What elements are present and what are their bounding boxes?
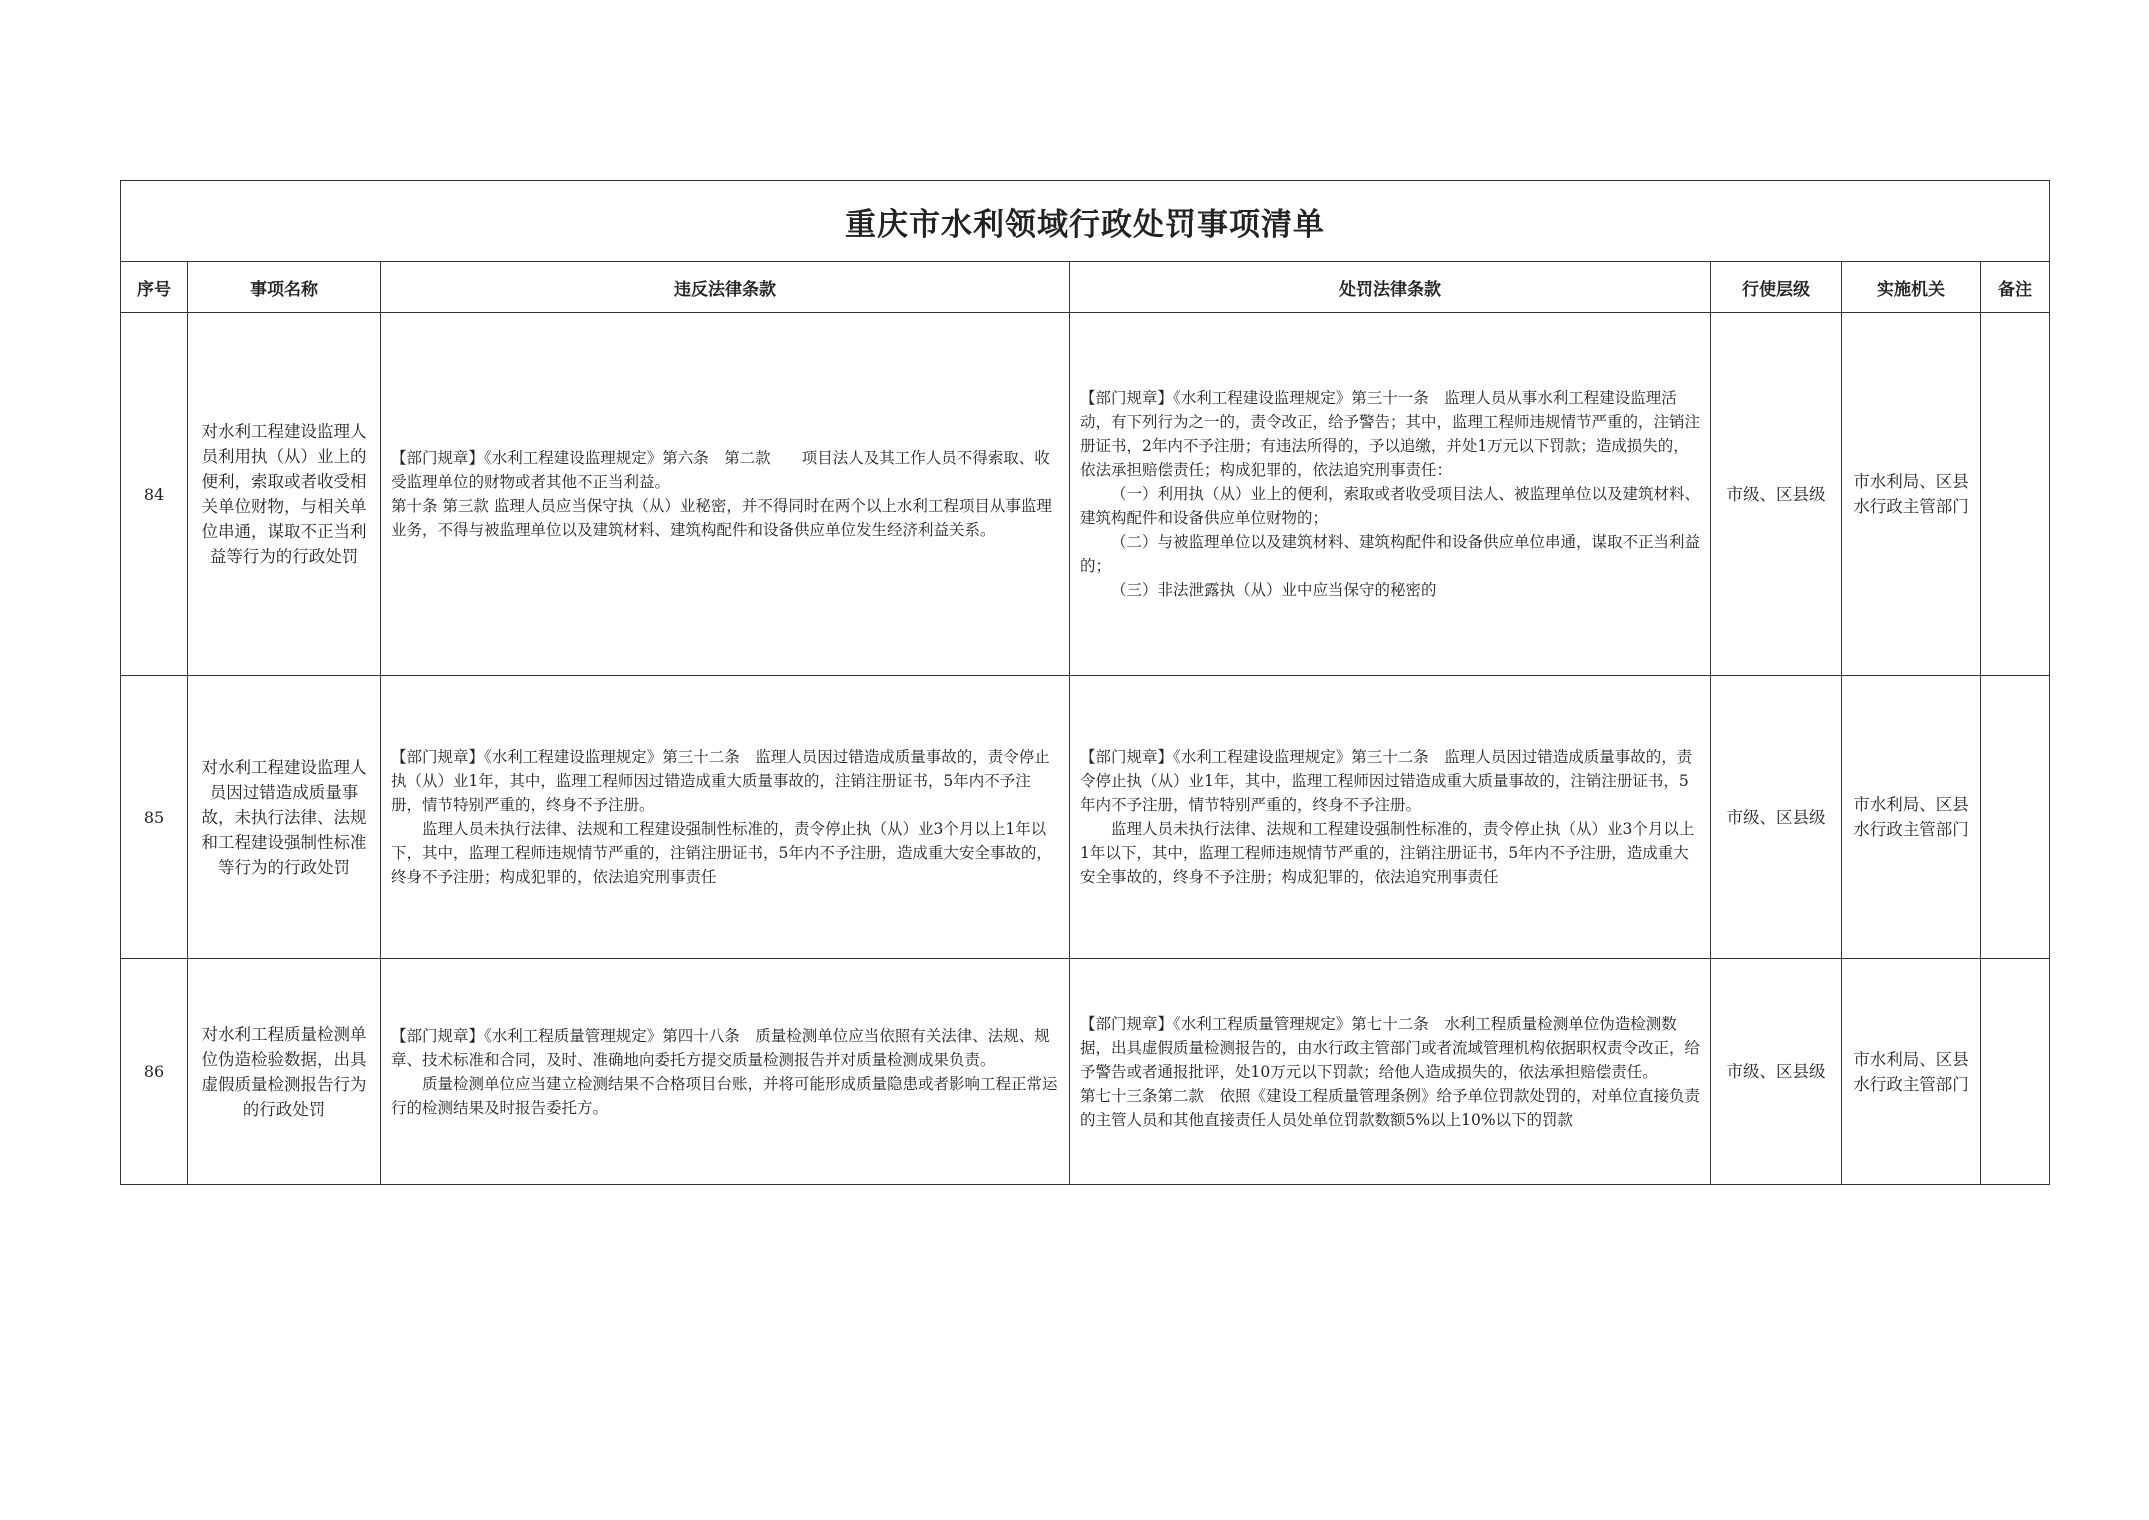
clause-paragraph: 【部门规章】《水利工程建设监理规定》第六条 第二款 项目法人及其工作人员不得索取、收受监理单位的财物或者其他不正当利益。 bbox=[391, 449, 1050, 491]
item-name: 对水利工程建设监理人员利用执（从）业上的便利，索取或者收受相关单位财物，与相关单位串通，谋取不正当利益等行为的行政处罚 bbox=[188, 313, 381, 676]
violation-clause bbox=[381, 313, 1070, 676]
header-no: 序号 bbox=[121, 262, 188, 313]
title-row bbox=[121, 181, 2050, 262]
clause-paragraph: （一）利用执（从）业上的便利，索取或者收受项目法人、被监理单位以及建筑材料、建筑构配件和设备供应单位财物的； bbox=[1080, 485, 1701, 527]
penalty-clause bbox=[1070, 959, 1711, 1185]
table-row bbox=[121, 313, 2050, 676]
clause-paragraph: 【部门规章】《水利工程建设监理规定》第三十二条 监理人员因过错造成质量事故的，责令停止执（从）业1年，其中，监理工程师因过错造成重大质量事故的，注销注册证书，5年内不予注册，情节特别严重的，终身不予注册。 bbox=[1080, 748, 1693, 814]
penalty-list-table bbox=[120, 180, 2050, 1185]
exercise-level: 市级、区县级 bbox=[1711, 676, 1842, 959]
clause-paragraph: 监理人员未执行法律、法规和工程建设强制性标准的，责令停止执（从）业3个月以上1年以下，其中，监理工程师违规情节严重的，注销注册证书，5年内不予注册，造成重大安全事故的，终身不予注册；构成犯罪的，依法追究刑事责任 bbox=[391, 820, 1052, 886]
clause-paragraph: 【部门规章】《水利工程建设监理规定》第三十二条 监理人员因过错造成质量事故的，责令停止执（从）业1年，其中，监理工程师因过错造成重大质量事故的，注销注册证书，5年内不予注册，情节特别严重的，终身不予注册。 bbox=[391, 748, 1050, 814]
row-number: 85 bbox=[121, 676, 188, 959]
violation-clause bbox=[381, 959, 1070, 1185]
header-violation: 违反法律条款 bbox=[381, 262, 1070, 313]
clause-paragraph: 【部门规章】《水利工程质量管理规定》第四十八条 质量检测单位应当依照有关法律、法规、规章、技术标准和合同，及时、准确地向委托方提交质量检测报告并对质量检测成果负责。 bbox=[391, 1026, 1050, 1069]
header-penalty: 处罚法律条款 bbox=[1070, 262, 1711, 313]
clause-paragraph: 第七十三条第二款 依照《建设工程质量管理条例》给予单位罚款处罚的，对单位直接负责的主管人员和其他直接责任人员处单位罚款数额5%以上10%以下的罚款 bbox=[1080, 1086, 1701, 1129]
header-row bbox=[121, 262, 2050, 313]
header-agency: 实施机关 bbox=[1842, 262, 1981, 313]
implementing-agency: 市水利局、区县水行政主管部门 bbox=[1842, 313, 1981, 676]
clause-paragraph: （三）非法泄露执（从）业中应当保守的秘密的 bbox=[1111, 581, 1437, 599]
note-cell bbox=[1981, 313, 2050, 676]
header-note: 备注 bbox=[1981, 262, 2050, 313]
clause-paragraph: 质量检测单位应当建立检测结果不合格项目台账，并将可能形成质量隐患或者影响工程正常运行的检测结果及时报告委托方。 bbox=[391, 1074, 1058, 1117]
implementing-agency: 市水利局、区县水行政主管部门 bbox=[1842, 959, 1981, 1185]
row-number: 86 bbox=[121, 959, 188, 1185]
note-cell bbox=[1981, 676, 2050, 959]
table-row bbox=[121, 676, 2050, 959]
header-name: 事项名称 bbox=[188, 262, 381, 313]
clause-paragraph: 【部门规章】《水利工程质量管理规定》第七十二条 水利工程质量检测单位伪造检测数据，出具虚假质量检测报告的，由水行政主管部门或者流域管理机构依据职权责令改正，给予警告或者通报批评，处10万元以下罚款；给他人造成损失的，依法承担赔偿责任。 bbox=[1080, 1014, 1701, 1081]
table-row bbox=[121, 959, 2050, 1185]
note-cell bbox=[1981, 959, 2050, 1185]
violation-clause bbox=[381, 676, 1070, 959]
item-name: 对水利工程建设监理人员因过错造成质量事故，未执行法律、法规和工程建设强制性标准等行为的行政处罚 bbox=[188, 676, 381, 959]
header-level: 行使层级 bbox=[1711, 262, 1842, 313]
penalty-clause bbox=[1070, 676, 1711, 959]
clause-paragraph: 第十条 第三款 监理人员应当保守执（从）业秘密，并不得同时在两个以上水利工程项目从事监理业务，不得与被监理单位以及建筑材料、建筑构配件和设备供应单位发生经济利益关系。 bbox=[391, 497, 1052, 539]
penalty-list-sheet bbox=[120, 180, 2049, 1185]
item-name: 对水利工程质量检测单位伪造检验数据，出具虚假质量检测报告行为的行政处罚 bbox=[188, 959, 381, 1185]
clause-paragraph: 【部门规章】《水利工程建设监理规定》第三十一条 监理人员从事水利工程建设监理活动，有下列行为之一的，责令改正，给予警告；其中，监理工程师违规情节严重的，注销注册证书，2年内不予注册；有违法所得的，予以追缴，并处1万元以下罚款；造成损失的，依法承担赔偿责任；构成犯罪的，依法追究刑事责任： bbox=[1080, 389, 1701, 479]
penalty-clause bbox=[1070, 313, 1711, 676]
exercise-level: 市级、区县级 bbox=[1711, 313, 1842, 676]
page-title: 重庆市水利领域行政处罚事项清单 bbox=[121, 181, 2050, 262]
implementing-agency: 市水利局、区县水行政主管部门 bbox=[1842, 676, 1981, 959]
exercise-level: 市级、区县级 bbox=[1711, 959, 1842, 1185]
row-number: 84 bbox=[121, 313, 188, 676]
clause-paragraph: （二）与被监理单位以及建筑材料、建筑构配件和设备供应单位串通，谋取不正当利益的； bbox=[1080, 533, 1701, 575]
clause-paragraph: 监理人员未执行法律、法规和工程建设强制性标准的，责令停止执（从）业3个月以上1年以下，其中，监理工程师违规情节严重的，注销注册证书，5年内不予注册，造成重大安全事故的，终身不予注册；构成犯罪的，依法追究刑事责任 bbox=[1080, 820, 1695, 886]
